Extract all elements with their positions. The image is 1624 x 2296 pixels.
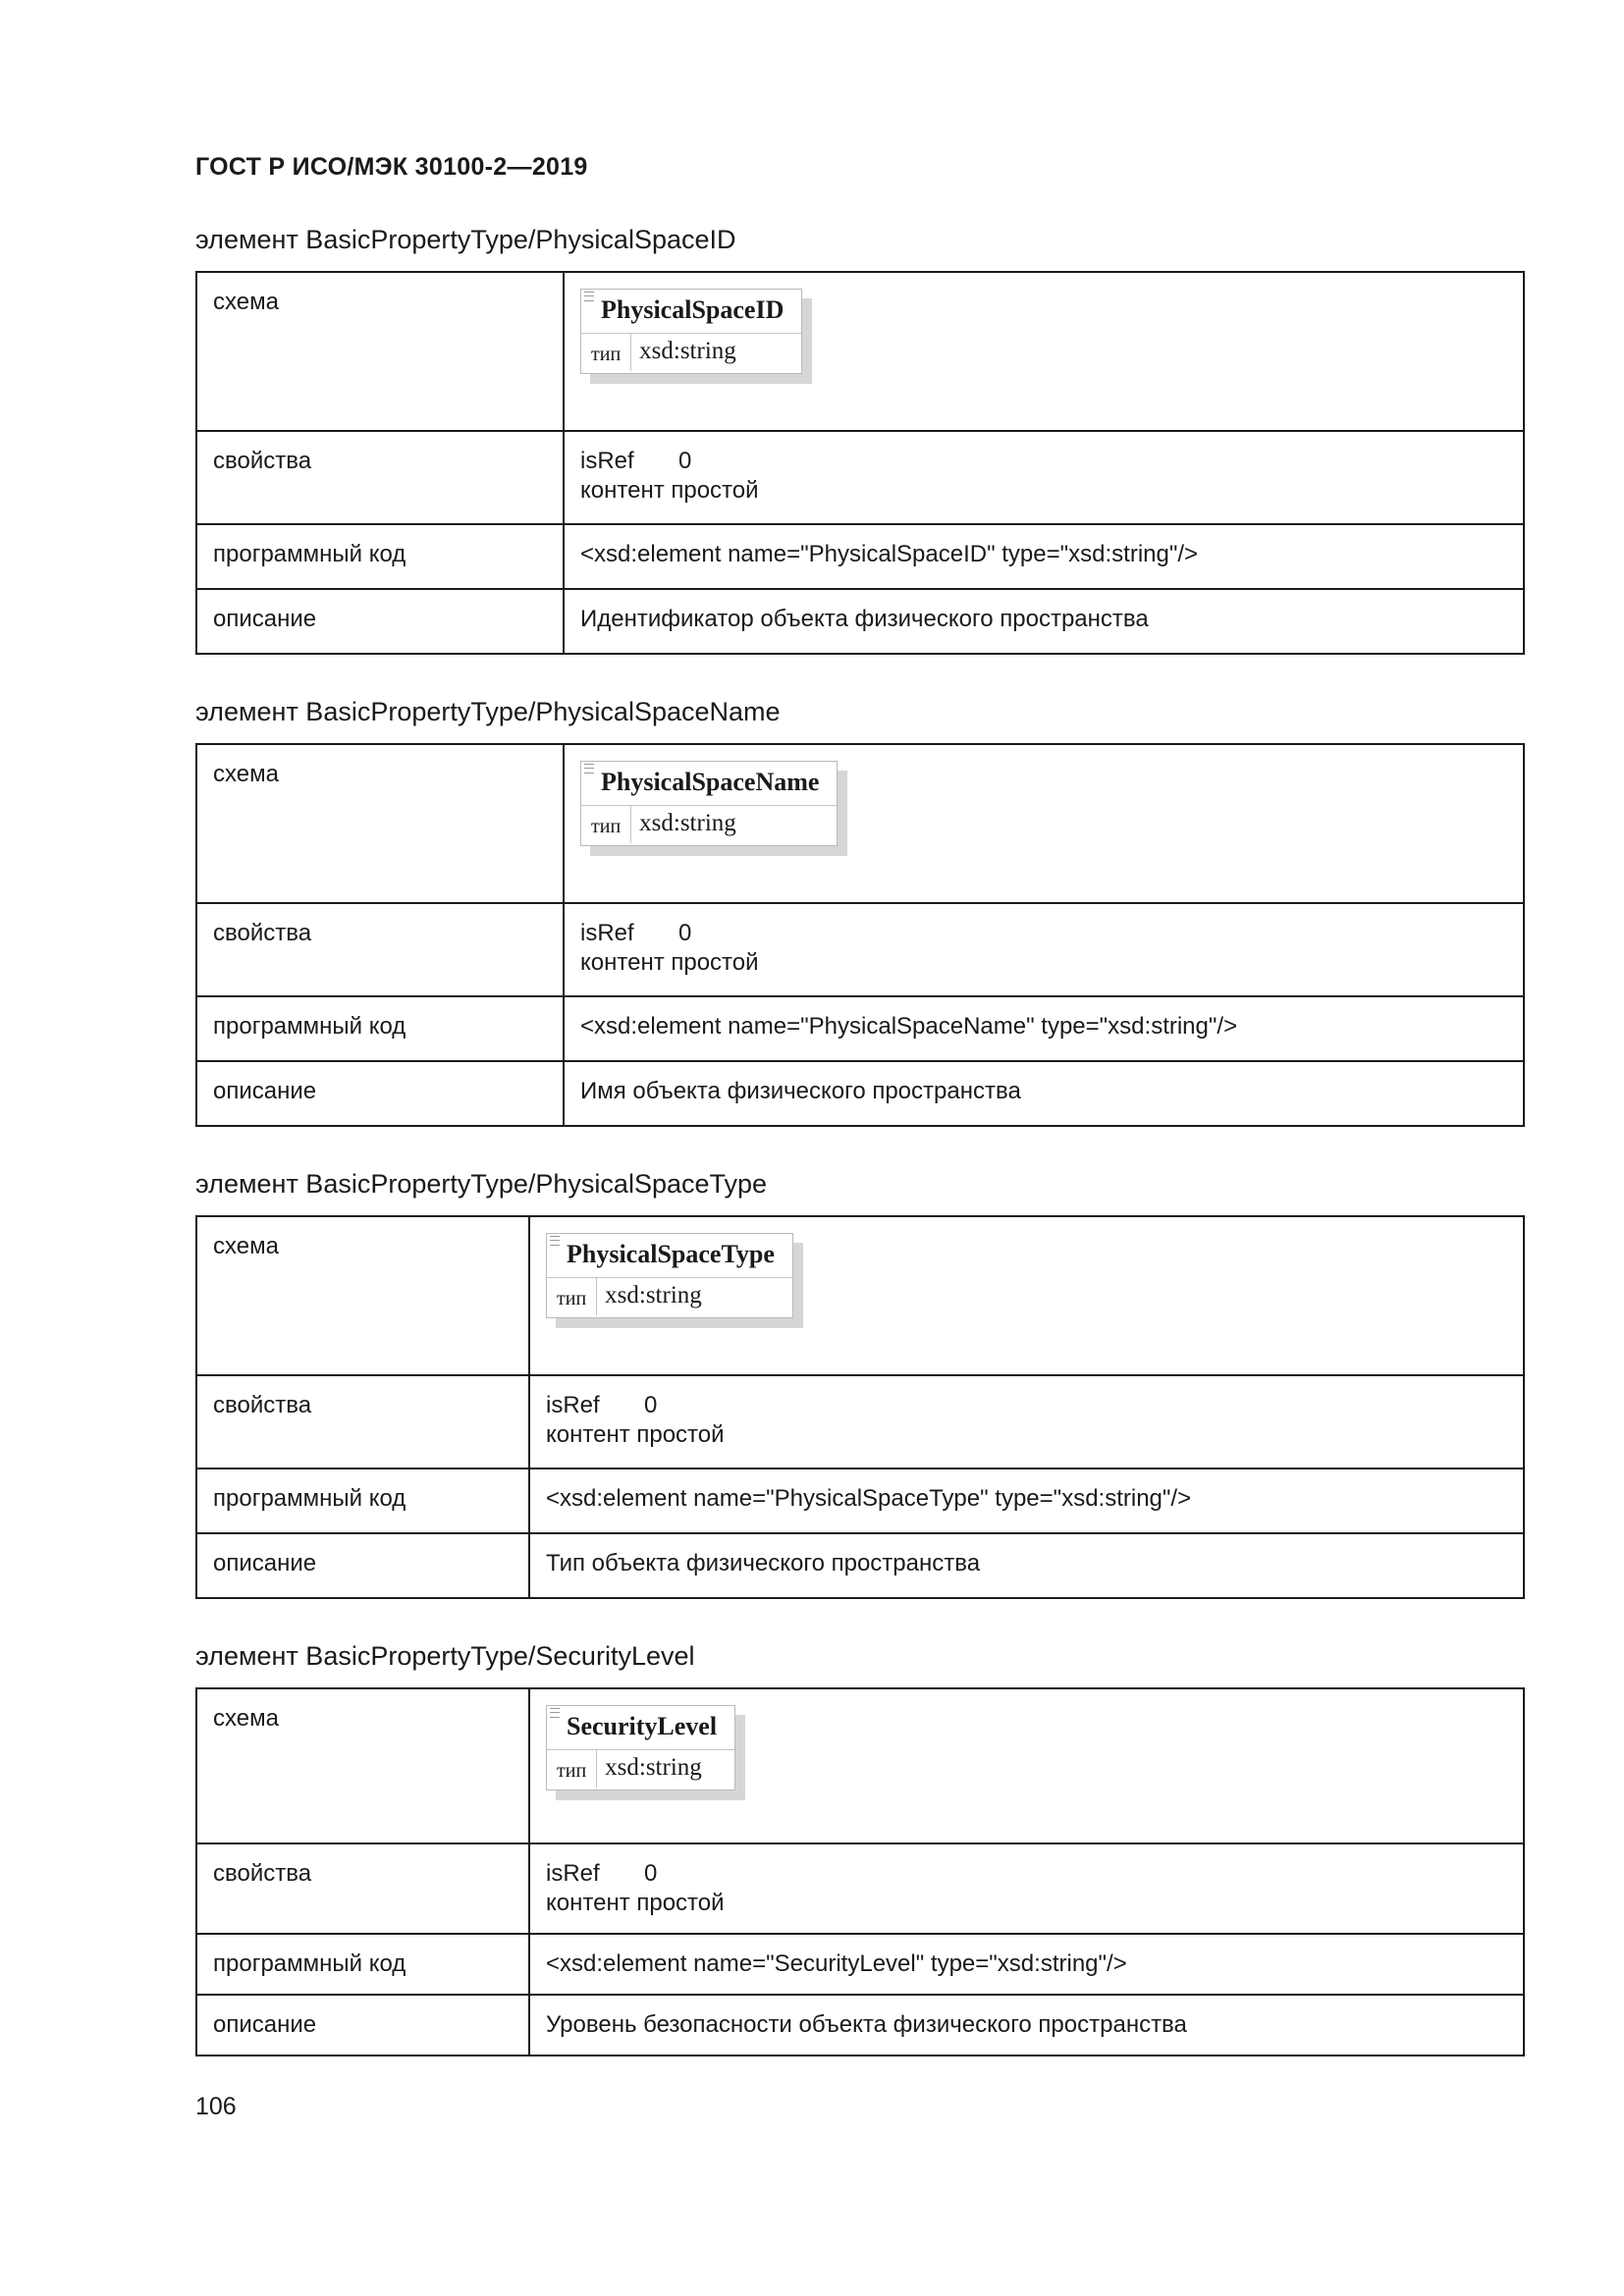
element-section: [195, 1642, 1523, 2056]
properties-label: свойства: [196, 1843, 529, 1934]
description-row: [196, 1061, 1524, 1126]
section-title: элемент BasicPropertyType/PhysicalSpaceName: [195, 697, 781, 726]
document-header: ГОСТ Р ИСО/МЭК 30100-2—2019: [195, 153, 588, 181]
isref-value: 0: [644, 1392, 658, 1418]
source-code: <xsd:element name="PhysicalSpaceName" type="xsd:string"/>: [564, 996, 1524, 1061]
properties-cell: [529, 1375, 1524, 1468]
section-title: элемент BasicPropertyType/PhysicalSpaceID: [195, 225, 736, 254]
schema-cell: [529, 1688, 1524, 1843]
isref-key: isRef: [546, 1392, 600, 1418]
schema-type-value: xsd:string: [605, 1754, 702, 1781]
source-label: программный код: [196, 1468, 529, 1533]
element-section: [195, 698, 1523, 1127]
isref-value: 0: [678, 920, 692, 946]
source-code: <xsd:element name="PhysicalSpaceType" type="xsd:string"/>: [529, 1468, 1524, 1533]
schema-type-value: xsd:string: [639, 338, 736, 364]
schema-type-label: тип: [547, 1750, 597, 1788]
isref-key: isRef: [580, 920, 634, 946]
schema-cell: [564, 744, 1524, 903]
schema-element-name: SecurityLevel: [547, 1706, 734, 1750]
properties-row: [196, 431, 1524, 524]
isref-key: isRef: [546, 1860, 600, 1887]
content-type: контент простой: [580, 477, 759, 504]
schema-label: схема: [196, 1688, 529, 1843]
content-type: контент простой: [546, 1421, 725, 1448]
description-text: Уровень безопасности объекта физического пространства: [529, 1995, 1524, 2056]
page-number: 106: [195, 2093, 237, 2120]
description-text: Имя объекта физического пространства: [564, 1061, 1524, 1126]
source-row: [196, 996, 1524, 1061]
element-table: [195, 1215, 1525, 1599]
source-code: <xsd:element name="PhysicalSpaceID" type="xsd:string"/>: [564, 524, 1524, 589]
properties-label: свойства: [196, 1375, 529, 1468]
schema-diagram: [580, 289, 802, 374]
source-label: программный код: [196, 1934, 529, 1995]
schema-element-name: PhysicalSpaceName: [581, 762, 837, 806]
source-row: [196, 524, 1524, 589]
element-marker-icon: [550, 1236, 560, 1246]
properties-cell: [529, 1843, 1524, 1934]
schema-cell: [564, 272, 1524, 431]
source-label: программный код: [196, 524, 564, 589]
properties-cell: [564, 903, 1524, 996]
description-row: [196, 1533, 1524, 1598]
element-marker-icon: [584, 292, 594, 301]
schema-type-value: xsd:string: [605, 1282, 702, 1308]
element-section: [195, 1170, 1523, 1599]
schema-cell: [529, 1216, 1524, 1375]
element-table: [195, 743, 1525, 1127]
properties-label: свойства: [196, 431, 564, 524]
source-code: <xsd:element name="SecurityLevel" type="xsd:string"/>: [529, 1934, 1524, 1995]
schema-type-label: тип: [581, 334, 631, 371]
properties-cell: [564, 431, 1524, 524]
schema-diagram: [546, 1705, 735, 1790]
section-title: элемент BasicPropertyType/SecurityLevel: [195, 1641, 695, 1671]
element-table: [195, 271, 1525, 655]
schema-diagram: [580, 761, 838, 846]
properties-row: [196, 1375, 1524, 1468]
element-section: [195, 226, 1523, 655]
description-text: Идентификатор объекта физического пространства: [564, 589, 1524, 654]
isref-value: 0: [678, 448, 692, 474]
schema-row: [196, 272, 1524, 431]
properties-row: [196, 1843, 1524, 1934]
section-title: элемент BasicPropertyType/PhysicalSpaceType: [195, 1169, 768, 1199]
schema-element-name: PhysicalSpaceID: [581, 290, 801, 334]
description-label: описание: [196, 589, 564, 654]
isref-key: isRef: [580, 448, 634, 474]
source-label: программный код: [196, 996, 564, 1061]
schema-type-value: xsd:string: [639, 810, 736, 836]
schema-element-name: PhysicalSpaceType: [547, 1234, 792, 1278]
schema-label: схема: [196, 744, 564, 903]
source-row: [196, 1934, 1524, 1995]
description-label: описание: [196, 1995, 529, 2056]
isref-value: 0: [644, 1860, 658, 1887]
element-marker-icon: [584, 764, 594, 774]
element-table: [195, 1687, 1525, 2056]
content-type: контент простой: [546, 1890, 725, 1916]
description-label: описание: [196, 1061, 564, 1126]
schema-row: [196, 1688, 1524, 1843]
schema-diagram: [546, 1233, 793, 1318]
element-marker-icon: [550, 1708, 560, 1718]
description-row: [196, 1995, 1524, 2056]
schema-label: схема: [196, 1216, 529, 1375]
properties-label: свойства: [196, 903, 564, 996]
schema-row: [196, 1216, 1524, 1375]
schema-row: [196, 744, 1524, 903]
schema-type-label: тип: [581, 806, 631, 843]
source-row: [196, 1468, 1524, 1533]
content-type: контент простой: [580, 949, 759, 976]
description-row: [196, 589, 1524, 654]
schema-type-label: тип: [547, 1278, 597, 1315]
description-text: Тип объекта физического пространства: [529, 1533, 1524, 1598]
properties-row: [196, 903, 1524, 996]
description-label: описание: [196, 1533, 529, 1598]
schema-label: схема: [196, 272, 564, 431]
